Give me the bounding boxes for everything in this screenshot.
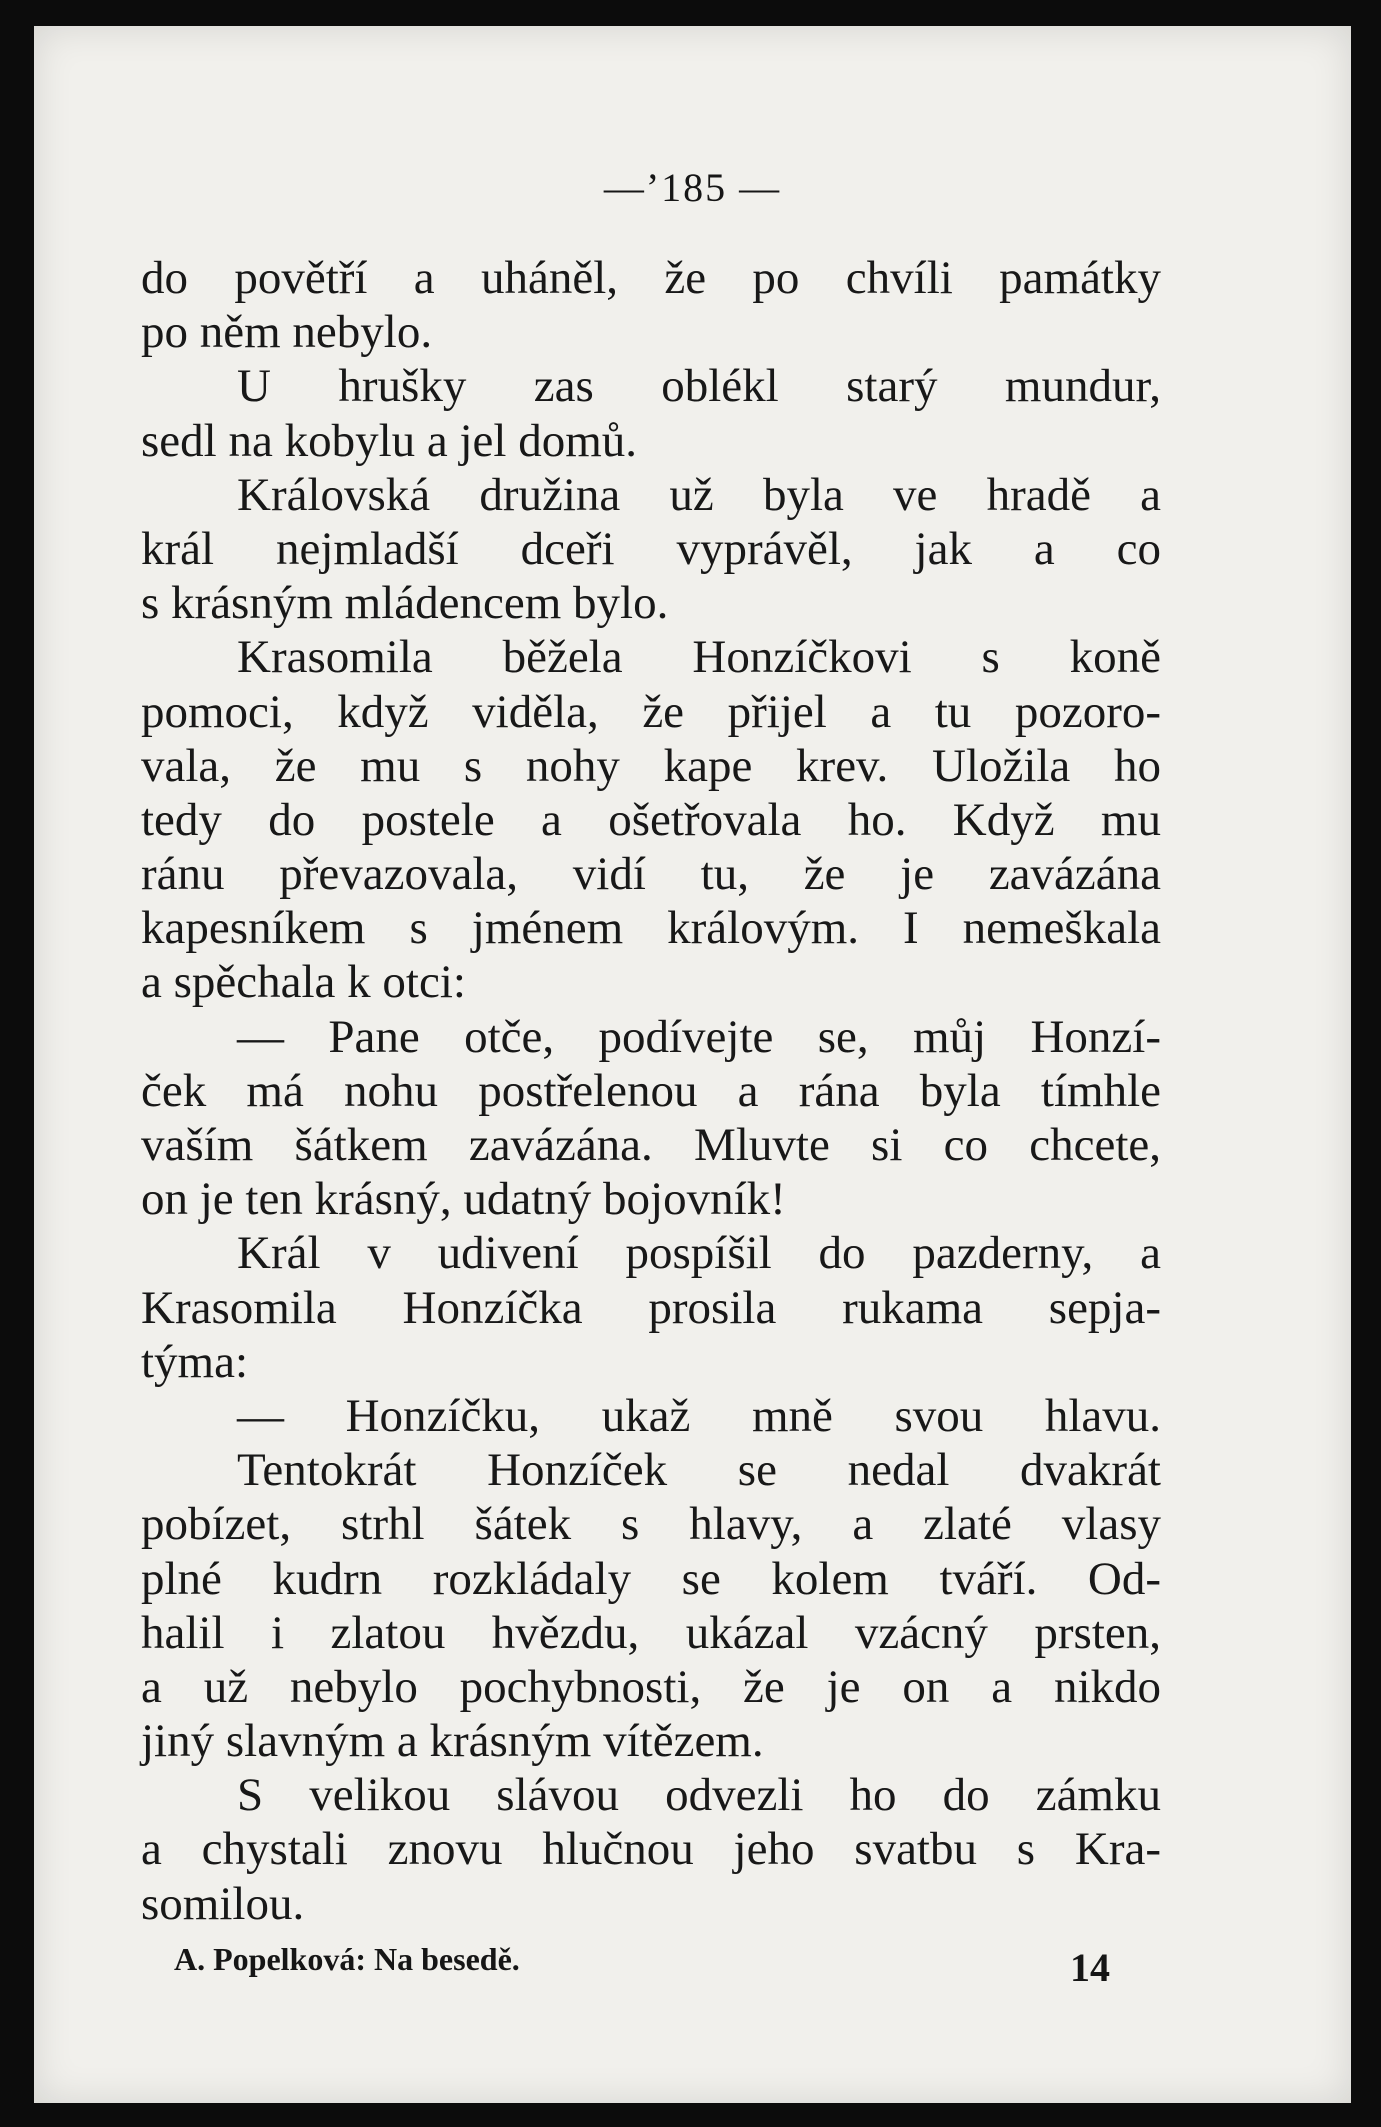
text-line: plné kudrn rozkládaly se kolem tváří. Od- — [141, 1552, 1161, 1605]
text-line: pomoci, když viděla, že přijel a tu pozoro- — [141, 685, 1161, 738]
text-line: — Pane otče, podívejte se, můj Honzí- — [237, 1010, 1161, 1063]
book-signature: A. Popelková: Na besedě. — [174, 1941, 520, 1977]
text-line: kapesníkem s jménem královým. I nemeškala — [141, 902, 1161, 955]
text-line: vaším šátkem zavázána. Mluvte si co chcete, — [141, 1119, 1161, 1171]
text-line: po něm nebylo. — [141, 306, 433, 359]
text-line: Král v udivení pospíšil do pazderny, a — [237, 1227, 1161, 1280]
text-line: somilou. — [141, 1877, 305, 1930]
text-line: U hrušky zas oblékl starý mundur, — [237, 360, 1161, 413]
text-line: ček má nohu postřelenou a rána byla tímhle — [141, 1064, 1161, 1117]
text-line: vala, že mu s nohy kape krev. Uložila ho — [141, 739, 1161, 792]
text-line: tedy do postele a ošetřovala ho. Když mu — [141, 793, 1161, 846]
text-line: a spěchala k otci: — [141, 956, 466, 1009]
text-line: on je ten krásný, udatný bojovník! — [141, 1173, 786, 1226]
body-text — [141, 251, 1161, 1931]
text-line: — Honzíčku, ukaž mně svou hlavu. — [237, 1389, 1161, 1442]
book-page — [34, 26, 1351, 2103]
signature-number: 14 — [1070, 1945, 1110, 1990]
text-line: Krasomila Honzíčka prosila rukama sepja- — [141, 1281, 1161, 1334]
page-number-header: —’185 — — [603, 165, 782, 210]
text-line: král nejmladší dceři vyprávěl, jak a co — [141, 522, 1161, 575]
text-line: pobízet, strhl šátek s hlavy, a zlaté vlasy — [141, 1498, 1161, 1551]
text-line: Tentokrát Honzíček se nedal dvakrát — [237, 1444, 1161, 1497]
text-line: halil i zlatou hvězdu, ukázal vzácný prsten, — [141, 1606, 1161, 1659]
text-line: do povětří a uháněl, že po chvíli památky — [141, 252, 1161, 304]
text-line: Krasomila běžela Honzíčkovi s koně — [237, 631, 1161, 684]
text-line: S velikou slávou odvezli ho do zámku — [237, 1769, 1161, 1822]
text-line: s krásným mládencem bylo. — [141, 577, 669, 630]
text-line: týma: — [141, 1335, 249, 1388]
text-line: jiný slavným a krásným vítězem. — [141, 1715, 764, 1768]
text-line: a už nebylo pochybnosti, že je on a nikdo — [141, 1660, 1161, 1713]
text-line: sedl na kobylu a jel domů. — [141, 414, 638, 467]
text-line: Královská družina už byla ve hradě a — [237, 468, 1161, 521]
text-line: a chystali znovu hlučnou jeho svatbu s Kra- — [141, 1823, 1161, 1876]
text-line: ránu převazovala, vidí tu, že je zavázána — [141, 848, 1161, 901]
